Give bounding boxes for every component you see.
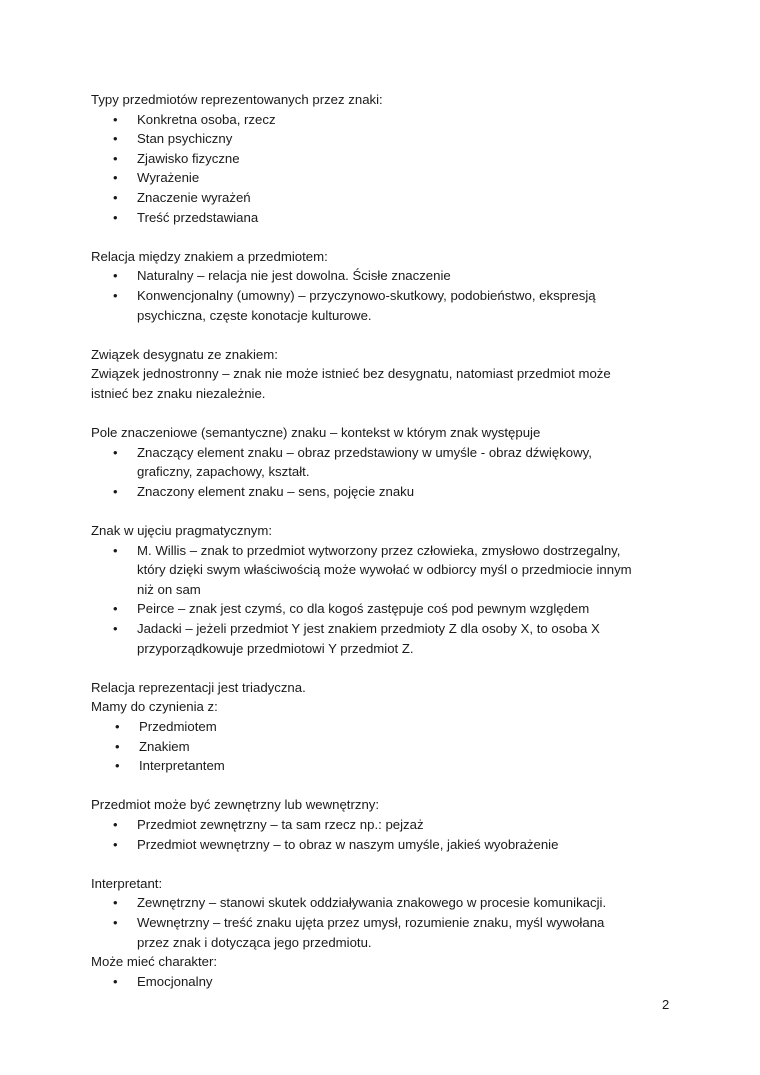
list-item [91,443,691,482]
bullet-icon: • [113,268,118,284]
bullet-icon: • [113,973,118,989]
bullet-icon: • [113,189,118,205]
paragraph-line: Relacja reprezentacji jest triadyczna. [91,679,306,695]
bullet-list [91,541,691,659]
section-external-internal [91,795,691,854]
list-item [91,737,691,757]
list-item-text: Znaczący element znaku – obraz przedstawiony w umyśle - obraz dźwiękowy, [137,444,592,460]
list-item [91,541,691,600]
list-item [91,599,691,619]
list-item [91,815,691,835]
list-item-text: Stan psychiczny [137,131,233,147]
list-item [91,893,691,913]
list-item [91,188,691,208]
list-item-text: przez znak i dotycząca jego przedmiotu. [137,934,372,950]
list-item-text: Przedmiot zewnętrzny – ta sam rzecz np.: pejzaż [137,816,424,832]
list-item-text: który dzięki swym właściwością może wywołać w odbiorcy myśl o przedmiocie innym [137,562,632,578]
section-heading: Typy przedmiotów reprezentowanych przez znaki: [91,92,383,107]
section-triadic [91,678,691,776]
bullet-icon: • [113,209,118,225]
list-item-text: Naturalny – relacja nie jest dowolna. Ścisłe znaczenie [137,268,451,284]
bullet-icon: • [113,621,118,637]
list-item [91,168,691,188]
bullet-icon: • [113,131,118,147]
list-item-text: Znaczenie wyrażeń [137,189,251,205]
list-item-text: niż on sam [137,581,201,597]
paragraph-line: Mamy do czynienia z: [91,699,218,715]
list-item-text: przyporządkowuje przedmiotowi Y przedmiot Z. [137,640,414,656]
paragraph-line: Może mieć charakter: [91,954,218,970]
list-item [91,149,691,169]
paragraph-line: istnieć bez znaku niezależnie. [91,385,266,401]
bullet-icon: • [115,738,120,754]
list-item [91,717,691,737]
list-item [91,835,691,855]
list-item-text: Emocjonalny [137,973,213,989]
section-heading: Pole znaczeniowe (semantyczne) znaku – kontekst w którym znak występuje [91,425,541,441]
list-item-text: Zewnętrzny – stanowi skutek oddziaływania znakowego w procesie komunikacji. [137,895,607,911]
bullet-icon: • [115,758,120,774]
bullet-list [91,443,691,502]
bullet-icon: • [113,287,118,303]
list-item-text: Interpretantem [139,758,225,774]
bullet-icon: • [113,542,118,558]
list-item [91,482,691,502]
bullet-icon: • [113,150,118,166]
bullet-list [91,893,691,952]
bullet-icon: • [113,895,118,911]
section-designate-relation [91,345,691,404]
list-item-text: M. Willis – znak to przedmiot wytworzony przez człowieka, zmysłowo dostrzegalny, [137,542,621,558]
bullet-list [91,815,691,854]
list-item-text: Zjawisko fizyczne [137,150,240,166]
list-item-text: Znakiem [139,738,190,754]
bullet-icon: • [113,111,118,127]
list-item-text: Treść przedstawiana [137,209,259,225]
list-item-text: psychiczna, częste konotacje kulturowe. [137,307,372,323]
bullet-icon: • [115,719,120,734]
section-heading: Przedmiot może być zewnętrzny lub wewnętrzny: [91,797,380,813]
section-heading: Interpretant: [91,875,163,891]
bullet-icon: • [113,836,118,852]
bullet-list [91,972,691,992]
bullet-list [91,266,691,325]
section-interpretant [91,874,691,992]
bullet-icon: • [113,483,118,499]
list-item-text: Jadacki – jeżeli przedmiot Y jest znakiem przedmioty Z dla osoby X, to osoba X [137,621,600,637]
list-item-text: Konwencjonalny (umowny) – przyczynowo-skutkowy, podobieństwo, ekspresją [137,287,596,303]
bullet-icon: • [113,444,118,460]
bullet-icon: • [113,816,118,832]
section-object-types [91,90,691,227]
bullet-list [91,717,691,776]
list-item-text: Wyrażenie [137,170,200,186]
document-body [91,90,691,991]
list-item [91,208,691,228]
list-item [91,129,691,149]
page-number: 2 [662,997,670,1012]
list-item [91,286,691,325]
list-item [91,756,691,776]
list-item [91,972,691,992]
list-item-text: Przedmiot wewnętrzny – to obraz w naszym umyśle, jakieś wyobrażenie [137,836,559,852]
bullet-icon: • [113,601,118,617]
list-item [91,266,691,286]
section-heading: Związek desygnatu ze znakiem: [91,346,278,362]
list-item-text: Konkretna osoba, rzecz [137,111,276,127]
list-item-text: Znaczony element znaku – sens, pojęcie znaku [137,483,415,499]
list-item-text: Wewnętrzny – treść znaku ujęta przez umysł, rozumienie znaku, myśl wywołana [137,914,605,930]
bullet-list [91,110,691,228]
section-heading: Relacja między znakiem a przedmiotem: [91,248,328,264]
list-item [91,619,691,658]
list-item-text: graficzny, zapachowy, kształt. [137,464,310,480]
list-item-text: Przedmiotem [139,719,217,734]
list-item [91,110,691,130]
list-item [91,913,691,952]
section-pragmatic [91,521,691,658]
paragraph-line: Związek jednostronny – znak nie może istnieć bez desygnatu, natomiast przedmiot może [91,366,611,382]
section-sign-object-relation [91,247,691,325]
bullet-icon: • [113,170,118,186]
section-semantic-field [91,423,691,501]
bullet-icon: • [113,914,118,930]
list-item-text: Peirce – znak jest czymś, co dla kogoś zastępuje coś pod pewnym względem [137,601,590,617]
section-heading: Znak w ujęciu pragmatycznym: [91,523,273,539]
